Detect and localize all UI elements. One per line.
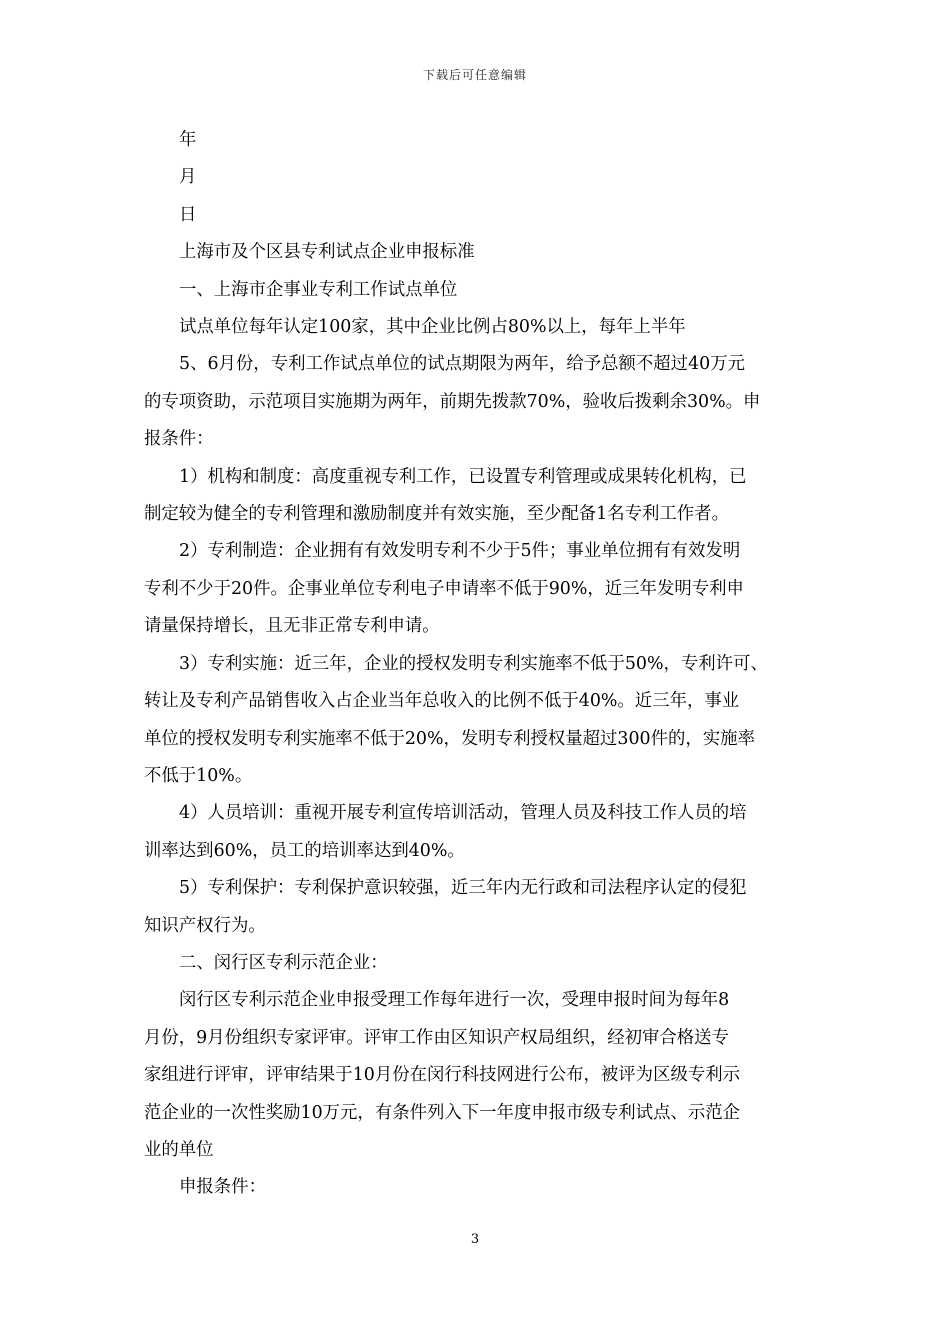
text-line: 报条件： <box>144 429 214 450</box>
section-title: 上海市及个区县专利试点企业申报标准 <box>179 242 475 263</box>
text-line: 制定较为健全的专利管理和激励制度并有效实施，至少配备1名专利工作者。 <box>144 504 729 525</box>
text-line: 年 <box>179 130 197 150</box>
text-line: 专利不少于20件。企事业单位专利电子申请率不低于90%，近三年发明专利申 <box>144 578 744 599</box>
text-line: 闵行区专利示范企业申报受理工作每年进行一次，受理申报时间为每年8 <box>179 990 730 1011</box>
page-header: 下载后可任意编辑 <box>422 68 527 82</box>
text-line: 5）专利保护：专利保护意识较强，近三年内无行政和司法程序认定的侵犯 <box>179 878 747 899</box>
text-line: 知识产权行为。 <box>144 915 266 936</box>
text-line: 训率达到60%，员工的培训率达到40%。 <box>144 840 465 861</box>
text-line: 1）机构和制度：高度重视专利工作，已设置专利管理或成果转化机构，已 <box>179 466 747 487</box>
text-line: 范企业的一次性奖励10万元，有条件列入下一年度申报市级专利试点、示范企 <box>144 1102 741 1123</box>
text-line: 转让及专利产品销售收入占企业当年总收入的比例不低于40%。近三年，事业 <box>144 691 740 712</box>
document-body <box>144 122 812 1207</box>
text-line: 月 <box>179 167 197 188</box>
text-line: 月份，9月份组织专家评审。评审工作由区知识产权局组织，经初审合格送专 <box>144 1027 729 1048</box>
text-line: 请量保持增长，且无非正常专利申请。 <box>144 616 440 637</box>
text-line: 试点单位每年认定100家，其中企业比例占80%以上，每年上半年 <box>179 317 686 338</box>
text-line: 3）专利实施：近三年，企业的授权发明专利实施率不低于50%，专利许可、 <box>179 653 768 674</box>
text-line: 家组进行评审，评审结果于10月份在闵行科技网进行公布，被评为区级专利示 <box>144 1065 741 1086</box>
text-line: 申报条件： <box>179 1177 266 1198</box>
section-heading: 二、闵行区专利示范企业： <box>179 952 388 973</box>
text-line: 4）人员培训：重视开展专利宣传培训活动，管理人员及科技工作人员的培 <box>179 803 747 824</box>
text-line: 的专项资助，示范项目实施期为两年，前期先拨款70%，验收后拨剩余30%。申 <box>144 391 761 412</box>
page-number: 3 <box>470 1232 480 1247</box>
section-heading: 一、上海市企事业专利工作试点单位 <box>179 279 458 300</box>
text-line: 5、6月份，专利工作试点单位的试点期限为两年，给予总额不超过40万元 <box>179 354 745 375</box>
text-line: 不低于10%。 <box>144 765 253 786</box>
text-line: 单位的授权发明专利实施率不低于20%，发明专利授权量超过300件的，实施率 <box>144 728 755 749</box>
text-line: 业的单位 <box>144 1139 214 1160</box>
text-line: 2）专利制造：企业拥有有效发明专利不少于5件；事业单位拥有有效发明 <box>179 541 741 562</box>
text-line: 日 <box>179 204 197 225</box>
